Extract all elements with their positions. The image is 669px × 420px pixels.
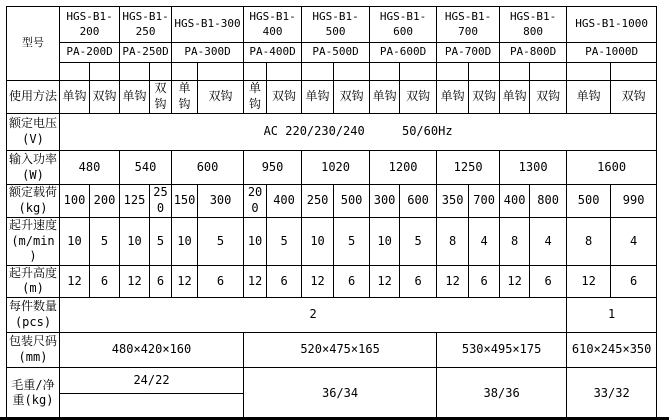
label-line: (W) [22, 167, 44, 182]
label-line: (mm) [18, 349, 48, 364]
rated-load-cell: 500 [334, 185, 370, 218]
pa-model-cell: PA-400D [244, 43, 302, 63]
lifting-height-cell: 6 [334, 265, 370, 297]
hook-type-cell: 单钩 [244, 81, 267, 114]
input-power-cell: 1300 [500, 151, 567, 185]
spec-table [6, 6, 657, 420]
spacer-cell [90, 63, 120, 81]
model-name-cell: HGS-B1-1000 [567, 7, 657, 43]
hook-type-cell: 单钩 [500, 81, 530, 114]
lifting-height-cell: 12 [567, 265, 611, 297]
lifting-speed-cell: 8 [437, 218, 469, 266]
lifting-speed-cell: 8 [500, 218, 530, 266]
label-line: 包装尺码 [8, 334, 57, 349]
hook-type-cell: 单钩 [302, 81, 334, 114]
rated-load-cell: 250 [150, 185, 172, 218]
lifting-height-cell: 6 [90, 265, 120, 297]
input-power-cell: 540 [120, 151, 172, 185]
voltage-frequency-value: 50/60Hz [401, 124, 453, 139]
lifting-height-cell: 6 [150, 265, 172, 297]
rated-load-cell: 600 [400, 185, 437, 218]
row-label-model: 型号 [7, 7, 60, 81]
spacer-cell [370, 63, 400, 81]
rated-load-cell: 350 [437, 185, 469, 218]
hook-type-cell: 单钩 [567, 81, 611, 114]
lifting-speed-cell: 10 [370, 218, 400, 266]
label-line: (m/min) [11, 233, 55, 264]
lifting-speed-cell: 5 [90, 218, 120, 266]
rated-load-cell: 300 [198, 185, 244, 218]
lifting-height-cell: 6 [400, 265, 437, 297]
row-label-power [7, 151, 60, 185]
rated-load-cell: 400 [267, 185, 302, 218]
spacer-cell [120, 63, 150, 81]
hook-type-cell: 双钩 [150, 81, 172, 114]
lifting-height-cell: 6 [469, 265, 500, 297]
input-power-cell: 1200 [370, 151, 437, 185]
pa-model-cell: PA-700D [437, 43, 500, 63]
model-name-cell: HGS-B1-300 [172, 7, 244, 43]
voltage-value-cell [60, 114, 657, 151]
spacer-cell [267, 63, 302, 81]
pa-model-cell: PA-800D [500, 43, 567, 63]
lifting-height-cell: 6 [611, 265, 657, 297]
hook-type-cell: 双钩 [334, 81, 370, 114]
rated-load-cell: 200 [90, 185, 120, 218]
lifting-height-cell: 12 [370, 265, 400, 297]
model-name-cell: HGS-B1-200 [60, 7, 120, 43]
row-label-weight [7, 367, 60, 419]
model-name-cell: HGS-B1-500 [302, 7, 370, 43]
rated-load-cell: 150 [172, 185, 198, 218]
label-line: 重(kg) [12, 393, 54, 408]
weight-cell: 33/32 [567, 367, 657, 419]
label-line: 起升高度 [8, 265, 57, 280]
package-size-cell: 530×495×175 [437, 332, 567, 367]
lifting-speed-cell: 5 [150, 218, 172, 266]
spacer-cell [400, 63, 437, 81]
label-line: 额定电压 [8, 116, 57, 131]
input-power-cell: 1020 [302, 151, 370, 185]
model-name-cell: HGS-B1-250 [120, 7, 172, 43]
lifting-speed-cell: 4 [611, 218, 657, 266]
rated-load-cell: 300 [370, 185, 400, 218]
pa-model-cell: PA-500D [302, 43, 370, 63]
lifting-height-cell: 12 [244, 265, 267, 297]
label-line: 额定载荷 [8, 185, 57, 200]
spacer-cell [150, 63, 172, 81]
input-power-cell: 1600 [567, 151, 657, 185]
row-label-load [7, 185, 60, 218]
weight-cell: 36/34 [244, 367, 437, 419]
rated-load-cell: 125 [120, 185, 150, 218]
pa-model-cell: PA-300D [172, 43, 244, 63]
label-line: 每件数量 [8, 299, 57, 314]
label-line: (pcs) [14, 314, 52, 329]
spacer-cell [611, 63, 657, 81]
label-line: 毛重/净 [11, 377, 55, 392]
weight-cell: 24/22 [60, 367, 244, 393]
input-power-cell: 480 [60, 151, 120, 185]
spacer-cell [172, 63, 198, 81]
label-line: (V) [22, 132, 44, 146]
rated-load-cell: 800 [530, 185, 567, 218]
spacer-cell [198, 63, 244, 81]
hook-type-cell: 双钩 [400, 81, 437, 114]
lifting-speed-cell: 8 [567, 218, 611, 266]
lifting-height-cell: 12 [302, 265, 334, 297]
package-size-cell: 520×475×165 [244, 332, 437, 367]
hook-type-cell: 单钩 [172, 81, 198, 114]
label-line: (kg) [18, 201, 48, 215]
spacer-cell [530, 63, 567, 81]
pa-model-cell: PA-250D [120, 43, 172, 63]
spacer-cell [302, 63, 334, 81]
hook-type-cell: 单钩 [60, 81, 90, 114]
rated-load-cell: 200 [244, 185, 267, 218]
spacer-cell [60, 63, 90, 81]
qty-cell: 1 [567, 297, 657, 332]
rated-load-cell: 500 [567, 185, 611, 218]
package-size-cell: 480×420×160 [60, 332, 244, 367]
lifting-speed-cell: 4 [469, 218, 500, 266]
hook-type-cell: 双钩 [530, 81, 567, 114]
lifting-height-cell: 6 [198, 265, 244, 297]
hook-type-cell: 单钩 [120, 81, 150, 114]
lifting-height-cell: 6 [267, 265, 302, 297]
rated-load-cell: 990 [611, 185, 657, 218]
package-size-cell: 610×245×350 [567, 332, 657, 367]
hook-type-cell: 双钩 [267, 81, 302, 114]
lifting-height-cell: 12 [437, 265, 469, 297]
spacer-cell [469, 63, 500, 81]
lifting-height-cell: 12 [500, 265, 530, 297]
spacer-cell [334, 63, 370, 81]
spacer-cell [244, 63, 267, 81]
lifting-speed-cell: 5 [198, 218, 244, 266]
hook-type-cell: 双钩 [90, 81, 120, 114]
lifting-speed-cell: 10 [60, 218, 90, 266]
pa-model-cell: PA-200D [60, 43, 120, 63]
input-power-cell: 1250 [437, 151, 500, 185]
model-name-cell: HGS-B1-700 [437, 7, 500, 43]
lifting-speed-cell: 5 [334, 218, 370, 266]
row-label-usage: 使用方法 [7, 81, 60, 114]
lifting-speed-cell: 4 [530, 218, 567, 266]
lifting-speed-cell: 10 [302, 218, 334, 266]
lifting-height-cell: 12 [60, 265, 90, 297]
lifting-speed-cell: 10 [244, 218, 267, 266]
spacer-cell [567, 63, 611, 81]
row-label-height [7, 265, 60, 297]
model-name-cell: HGS-B1-400 [244, 7, 302, 43]
hook-type-cell: 双钩 [469, 81, 500, 114]
lifting-height-cell: 12 [172, 265, 198, 297]
qty-cell: 2 [60, 297, 567, 332]
rated-load-cell: 700 [469, 185, 500, 218]
rated-load-cell: 100 [60, 185, 90, 218]
lifting-speed-cell: 5 [267, 218, 302, 266]
input-power-cell: 600 [172, 151, 244, 185]
lifting-speed-cell: 10 [120, 218, 150, 266]
label-line: 起升速度 [8, 218, 57, 232]
hook-type-cell: 单钩 [437, 81, 469, 114]
label-line: 输入功率 [8, 151, 57, 166]
hook-type-cell: 双钩 [198, 81, 244, 114]
row-label-speed [7, 218, 60, 266]
lifting-speed-cell: 10 [172, 218, 198, 266]
input-power-cell: 950 [244, 151, 302, 185]
voltage-ac-value: AC 220/230/240 [263, 124, 365, 139]
row-label-voltage [7, 114, 60, 151]
pa-model-cell: PA-1000D [567, 43, 657, 63]
model-name-cell: HGS-B1-800 [500, 7, 567, 43]
hook-type-cell: 双钩 [611, 81, 657, 114]
spacer-cell [437, 63, 469, 81]
rated-load-cell: 250 [302, 185, 334, 218]
lifting-height-cell: 12 [120, 265, 150, 297]
weight-cell: 38/36 [437, 367, 567, 419]
rated-load-cell: 400 [500, 185, 530, 218]
label-line: (m) [22, 281, 44, 296]
row-label-package [7, 332, 60, 367]
lifting-height-cell: 6 [530, 265, 567, 297]
model-name-cell: HGS-B1-600 [370, 7, 437, 43]
hook-type-cell: 单钩 [370, 81, 400, 114]
lifting-speed-cell: 5 [400, 218, 437, 266]
weight-empty-cell [60, 393, 244, 419]
pa-model-cell: PA-600D [370, 43, 437, 63]
spacer-cell [500, 63, 530, 81]
row-label-qty [7, 297, 60, 332]
